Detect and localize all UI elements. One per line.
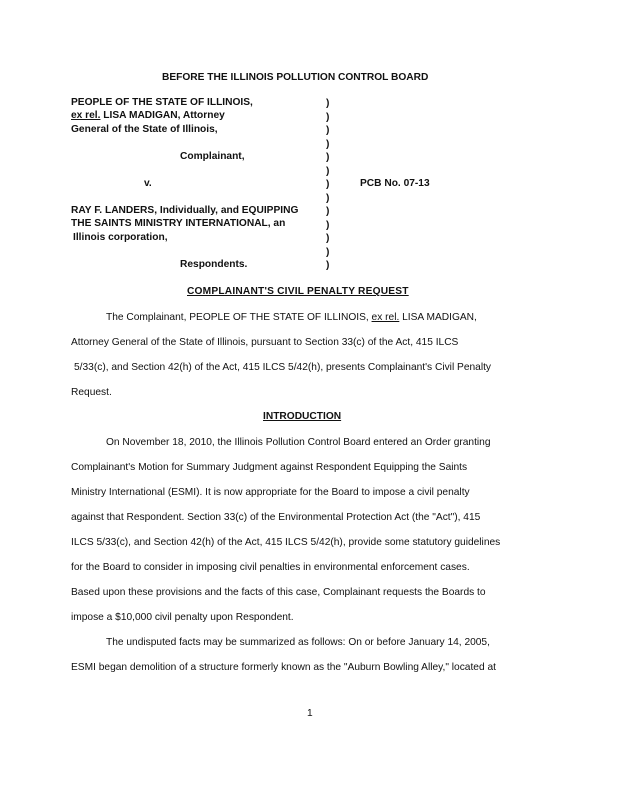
intro-line-3: 5/33(c), and Section 42(h) of the Act, 415 ILCS 5/42(h), presents Complainant's Civil Penalty <box>74 362 492 373</box>
plaintiff-line-2-rest: LISA MADIGAN, Attorney <box>100 110 225 121</box>
para-line: Based upon these provisions and the facts of this case, Complainant requests the Boards to <box>71 587 486 598</box>
section-heading: INTRODUCTION <box>263 411 342 422</box>
plaintiff-line-2 <box>71 110 225 121</box>
para-line: for the Board to consider in imposing civil penalties in environmental enforcement cases. <box>71 562 470 573</box>
ex-rel-label: ex rel. <box>71 110 101 121</box>
ex-rel-inline: ex rel. <box>371 312 400 323</box>
para-line: against that Respondent. Section 33(c) of the Environmental Protection Act (the "Act"), 415 <box>71 512 481 523</box>
plaintiff-line-3: General of the State of Illinois, <box>71 124 218 135</box>
para-line: On November 18, 2010, the Illinois Pollution Control Board entered an Order granting <box>106 437 491 448</box>
respondent-line-2: THE SAINTS MINISTRY INTERNATIONAL, an <box>71 218 286 229</box>
para-line: Complainant's Motion for Summary Judgment against Respondent Equipping the Saints <box>71 462 468 473</box>
para-line: ILCS 5/33(c), and Section 42(h) of the Act, 415 ILCS 5/42(h), provide some statutory guidelines <box>71 537 501 548</box>
para-line: ESMI began demolition of a structure formerly known as the "Auburn Bowling Alley," located at <box>71 662 496 673</box>
caption-bracket-column: ) ) ) ) ) ) ) ) ) ) ) ) ) <box>326 98 330 271</box>
respondents-label: Respondents. <box>180 259 248 270</box>
respondent-line-3: Illinois corporation, <box>73 232 168 243</box>
respondent-line-1: RAY F. LANDERS, Individually, and EQUIPPING <box>71 205 299 216</box>
intro-line-1: The Complainant, PEOPLE OF THE STATE OF ILLINOIS, ex rel. LISA MADIGAN, <box>106 312 477 323</box>
intro-line-4: Request. <box>71 387 112 398</box>
para-line: The undisputed facts may be summarized as follows: On or before January 14, 2005, <box>106 637 490 648</box>
versus-label: v. <box>144 178 152 189</box>
complainant-label: Complainant, <box>180 151 245 162</box>
para-line: Ministry International (ESMI). It is now appropriate for the Board to impose a civil penalty <box>71 487 470 498</box>
intro-line-2: Attorney General of the State of Illinois, pursuant to Section 33(c) of the Act, 415 ILCS <box>71 337 459 348</box>
para-line: impose a $10,000 civil penalty upon Respondent. <box>71 612 294 623</box>
page-number: 1 <box>307 708 313 719</box>
court-header: BEFORE THE ILLINOIS POLLUTION CONTROL BOARD <box>162 72 429 83</box>
document-title: COMPLAINANT'S CIVIL PENALTY REQUEST <box>187 286 409 297</box>
plaintiff-line-1: PEOPLE OF THE STATE OF ILLINOIS, <box>71 97 253 108</box>
case-number: PCB No. 07-13 <box>360 178 430 189</box>
